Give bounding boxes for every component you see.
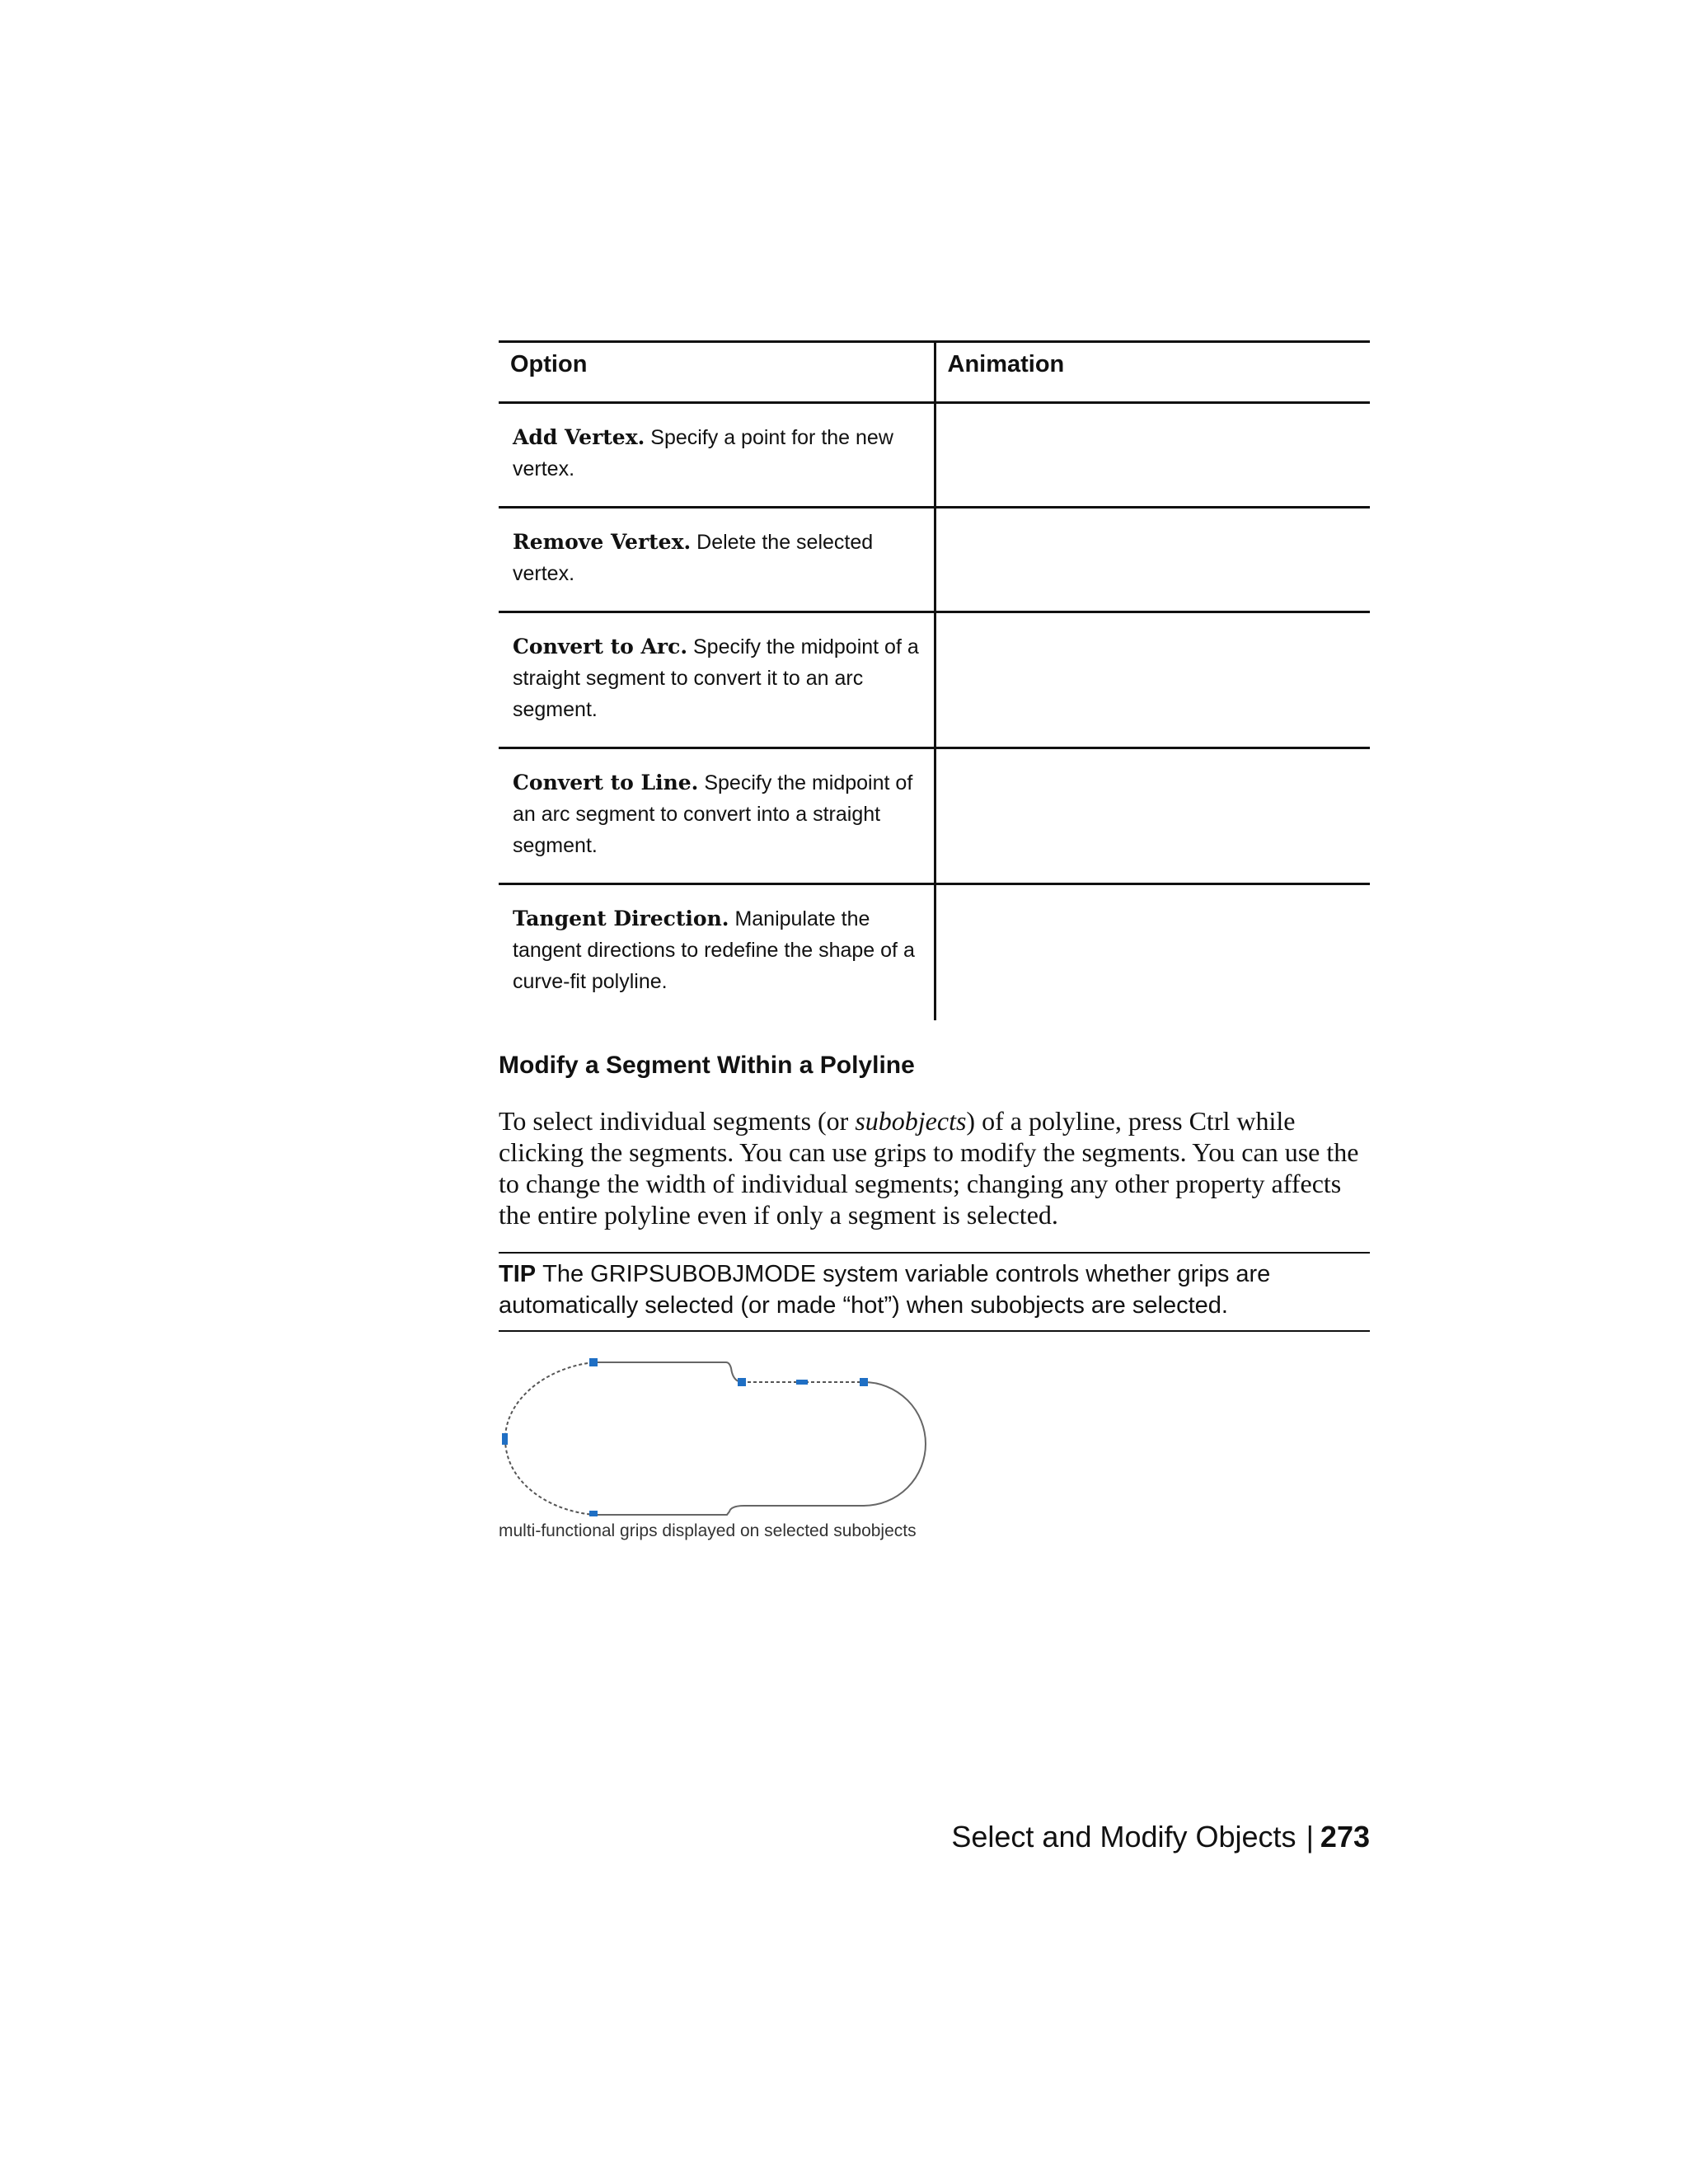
vertex-grip bbox=[589, 1358, 598, 1366]
section-paragraph bbox=[499, 1105, 1370, 1230]
tip-text: The GRIPSUBOBJMODE system variable controls whether grips are automatically selected (or made “hot”) when subobjects are selected. bbox=[499, 1260, 1271, 1319]
table-row bbox=[499, 403, 1370, 508]
polyline-figure bbox=[499, 1352, 944, 1541]
option-cell bbox=[499, 508, 935, 612]
tip-label: TIP bbox=[499, 1260, 537, 1287]
selected-arc-segment bbox=[505, 1362, 593, 1515]
option-desc: Specify the midpoint of an arc segment to convert into a straight segment. bbox=[513, 771, 913, 857]
header-option: Option bbox=[499, 342, 935, 403]
page-footer bbox=[951, 1820, 1370, 1854]
figure-caption: multi-functional grips displayed on selected subobjects bbox=[499, 1521, 917, 1540]
paragraph-rest: ) of a polyline, press Ctrl while clicking the segments. You can use grips to modify the segments. You can use the to change the width of individual segments; changing any other property affects the entire polyline even if only a segment is selected. bbox=[499, 1105, 1359, 1230]
vertex-grip bbox=[738, 1378, 746, 1386]
table-row bbox=[499, 884, 1370, 1020]
option-name: Convert to Arc. bbox=[513, 635, 688, 658]
option-cell bbox=[499, 612, 935, 748]
polyline-segment bbox=[593, 1362, 742, 1382]
option-desc: Delete the selected vertex. bbox=[513, 531, 874, 585]
option-name: Remove Vertex. bbox=[513, 530, 692, 554]
midpoint-grip bbox=[502, 1433, 508, 1445]
animation-cell bbox=[935, 884, 1370, 1020]
options-table bbox=[499, 340, 1370, 1020]
animation-cell bbox=[935, 748, 1370, 884]
option-name: Add Vertex. bbox=[513, 425, 645, 449]
page-content bbox=[499, 340, 1370, 1541]
midpoint-grip bbox=[796, 1380, 808, 1385]
animation-cell bbox=[935, 612, 1370, 748]
paragraph-emphasis: subobjects bbox=[855, 1105, 967, 1136]
option-cell bbox=[499, 748, 935, 884]
page-number: 273 bbox=[1320, 1820, 1370, 1854]
tip-box bbox=[499, 1252, 1370, 1332]
header-animation: Animation bbox=[935, 342, 1370, 403]
table-row bbox=[499, 612, 1370, 748]
option-cell bbox=[499, 403, 935, 508]
option-desc: Specify a point for the new vertex. bbox=[513, 426, 893, 480]
polyline-segment bbox=[593, 1382, 926, 1515]
paragraph-start: To select individual segments (or bbox=[499, 1105, 856, 1136]
option-name: Convert to Line. bbox=[513, 771, 699, 794]
section-title: Modify a Segment Within a Polyline bbox=[499, 1051, 915, 1079]
vertex-grip bbox=[589, 1511, 598, 1516]
option-desc: Specify the midpoint of a straight segment to convert it to an arc segment. bbox=[513, 635, 919, 721]
polyline-illustration bbox=[499, 1352, 944, 1516]
footer-separator: | bbox=[1306, 1820, 1314, 1854]
option-cell bbox=[499, 884, 935, 1020]
option-desc: Manipulate the tangent directions to redefine the shape of a curve-fit polyline. bbox=[513, 907, 915, 993]
footer-section: Select and Modify Objects bbox=[951, 1820, 1296, 1854]
table-row bbox=[499, 748, 1370, 884]
table-header-row bbox=[499, 342, 1370, 403]
animation-cell bbox=[935, 508, 1370, 612]
vertex-grip bbox=[860, 1378, 868, 1386]
animation-cell bbox=[935, 403, 1370, 508]
table-row bbox=[499, 508, 1370, 612]
option-name: Tangent Direction. bbox=[513, 907, 729, 930]
